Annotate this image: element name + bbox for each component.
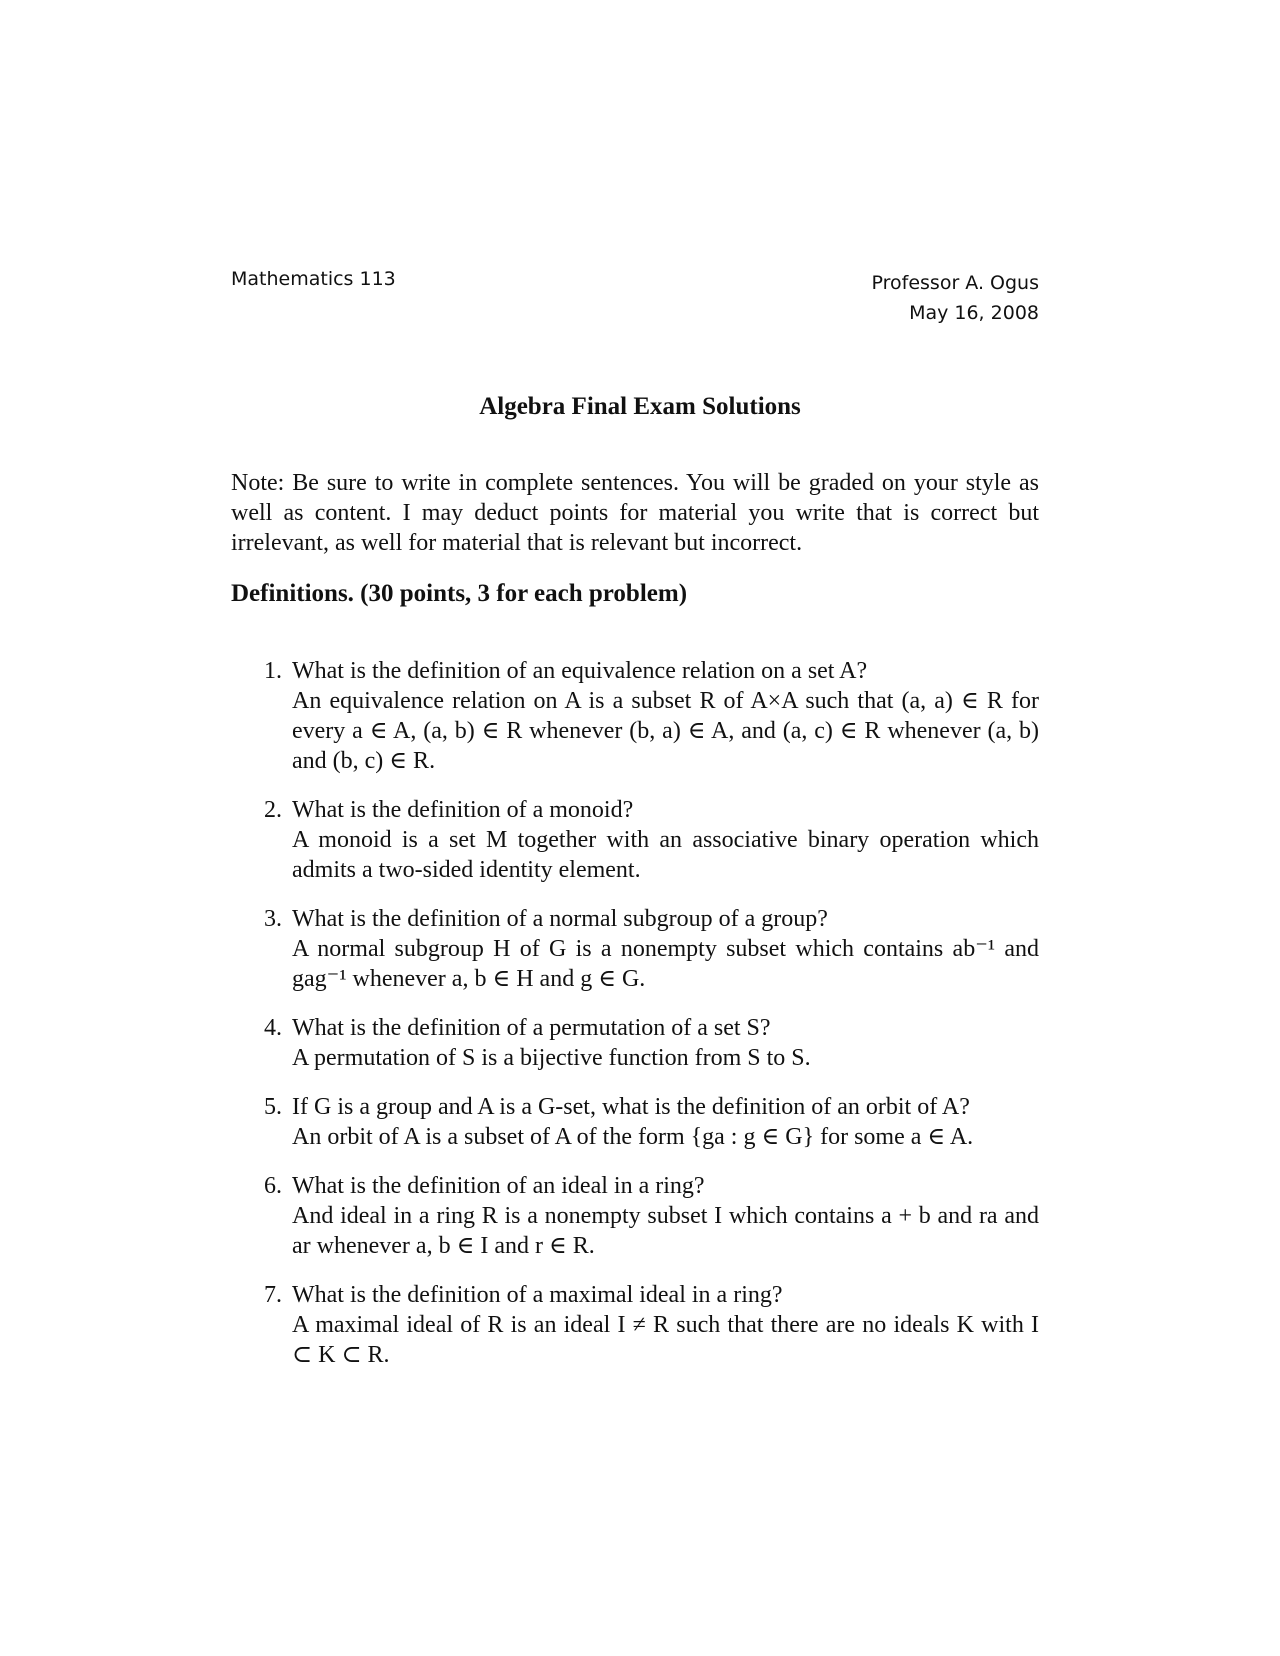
problem-list xyxy=(231,656,1039,1389)
problem-item xyxy=(231,1280,1039,1370)
problem-answer: A normal subgroup H of G is a nonempty subset which contains ab⁻¹ and gag⁻¹ whenever a, b ∈ H and g ∈ G. xyxy=(292,936,1039,992)
problem-number: 1. xyxy=(264,658,282,684)
problem-question: What is the definition of an ideal in a ring? xyxy=(292,1173,705,1199)
problem-item xyxy=(231,1013,1039,1073)
note-paragraph: Note: Be sure to write in complete sentences. You will be graded on your style as well as content. I may deduct points for material you write that is correct but irrelevant, as well for material that is relevant but incorrect. xyxy=(231,470,1039,556)
problem-question: What is the definition of a normal subgroup of a group? xyxy=(292,906,828,932)
problem-body xyxy=(292,1171,1039,1261)
problem-body xyxy=(292,904,1039,994)
problem-number: 7. xyxy=(264,1282,282,1308)
problem-body xyxy=(292,1092,1039,1152)
problem-question: What is the definition of a maximal ideal in a ring? xyxy=(292,1282,783,1308)
problem-question: What is the definition of a permutation of a set S? xyxy=(292,1015,771,1041)
problem-item xyxy=(231,656,1039,776)
problem-answer: And ideal in a ring R is a nonempty subset I which contains a + b and ra and ar whenever a, b ∈ I and r ∈ R. xyxy=(292,1203,1039,1259)
problem-body xyxy=(292,1013,1039,1073)
problem-body xyxy=(292,656,1039,776)
problem-number: 6. xyxy=(264,1173,282,1199)
header-right-block xyxy=(872,268,1040,328)
problem-number: 3. xyxy=(264,906,282,932)
problem-item xyxy=(231,1171,1039,1261)
problem-item xyxy=(231,904,1039,994)
professor-name: Professor A. Ogus xyxy=(871,272,1039,294)
course-name: Mathematics 113 xyxy=(231,268,396,290)
problem-number: 5. xyxy=(264,1094,282,1120)
problem-answer: An orbit of A is a subset of A of the form {ga : g ∈ G} for some a ∈ A. xyxy=(292,1124,974,1150)
problem-body xyxy=(292,795,1039,885)
problem-body xyxy=(292,1280,1039,1370)
problem-number: 2. xyxy=(264,797,282,823)
problem-answer: A monoid is a set M together with an associative binary operation which admits a two-sided identity element. xyxy=(292,827,1039,883)
document-title: Algebra Final Exam Solutions xyxy=(479,393,801,420)
problem-question: If G is a group and A is a G-set, what is the definition of an orbit of A? xyxy=(292,1094,970,1120)
section-heading: Definitions. (30 points, 3 for each problem) xyxy=(231,580,688,607)
exam-date: May 16, 2008 xyxy=(909,302,1039,324)
problem-question: What is the definition of a monoid? xyxy=(292,797,634,823)
problem-answer: A maximal ideal of R is an ideal I ≠ R such that there are no ideals K with I ⊂ K ⊂ R. xyxy=(292,1312,1039,1368)
problem-answer: An equivalence relation on A is a subset R of A×A such that (a, a) ∈ R for every a ∈ A, (a, b) ∈ R whenever (b, a) ∈ A, and (a, c) ∈ R whenever (a, b) and (b, c) ∈ R. xyxy=(292,688,1039,774)
problem-question: What is the definition of an equivalence relation on a set A? xyxy=(292,658,868,684)
problem-answer: A permutation of S is a bijective function from S to S. xyxy=(292,1045,811,1071)
problem-number: 4. xyxy=(264,1015,282,1041)
problem-item xyxy=(231,795,1039,885)
problem-item xyxy=(231,1092,1039,1152)
